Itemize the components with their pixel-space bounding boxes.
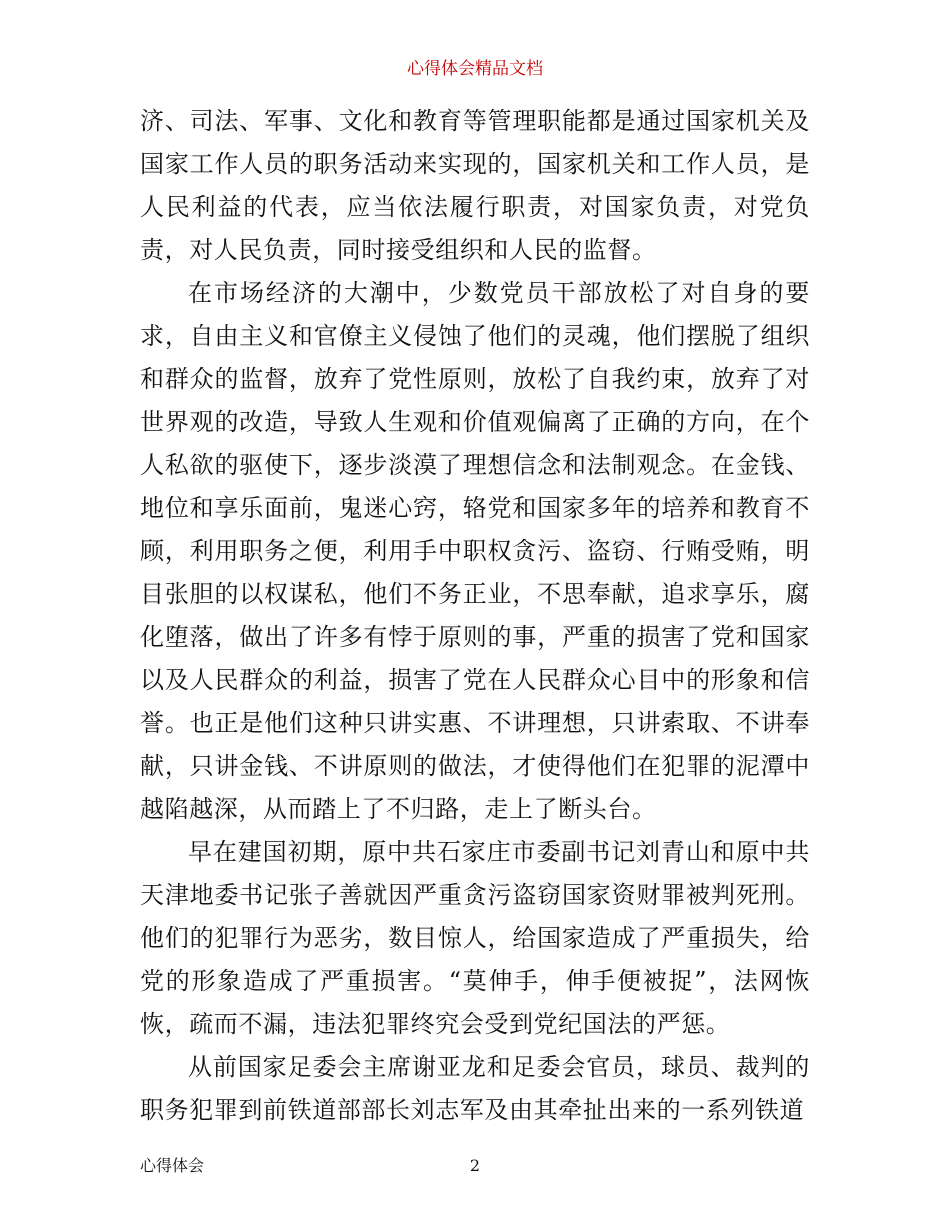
page-number: 2 <box>469 1156 481 1175</box>
paragraph-2: 在市场经济的大潮中，少数党员干部放松了对自身的要求，自由主义和官僚主义侵蚀了他们的灵魂，他们摆脱了组织和群众的监督，放弃了党性原则，放松了自我约束，放弃了对世界观的改造，导致人生观和价值观偏离了正确的方向，在个人私欲的驱使下，逐步淡漠了理想信念和法制观念。在金钱、地位和享乐面前，鬼迷心窍，辂党和国家多年的培养和教育不顾，利用职务之便，利用手中职权贪污、盗窃、行贿受贿，明目张胆的以权谋私，他们不务正业，不思奉献，追求享乐，腐化堕落，做出了许多有悖于原则的事，严重的损害了党和国家以及人民群众的利益，损害了党在人民群众心目中的形象和信誉。也正是他们这种只讲实惠、不讲理想，只讲索取、不讲奉献，只讲金钱、不讲原则的做法，才使得他们在犯罪的泥潭中越陷越深，从而踏上了不归路，走上了断头台。 <box>140 279 810 823</box>
body-text <box>140 100 810 1132</box>
footer-label: 心得体会 <box>140 1156 205 1175</box>
header-title: 心得体会精品文档 <box>407 59 543 79</box>
paragraph-3: 早在建国初期，原中共石家庄市委副书记刘青山和原中共天津地委书记张子善就因严重贪污盗窃国家资财罪被判死刑。他们的犯罪行为恶劣，数目惊人，给国家造成了严重损失，给党的形象造成了严重损害。“莫伸手，伸手便被捉”，法网恢恢，疏而不漏，违法犯罪终究会受到党纪国法的严惩。 <box>140 838 810 1038</box>
paragraph-4: 从前国家足委会主席谢亚龙和足委会官员，球员、裁判的职务犯罪到前铁道部部长刘志军及由其牵扯出来的一系列铁道 <box>140 1053 810 1124</box>
paragraph-1: 济、司法、军事、文化和教育等管理职能都是通过国家机关及国家工作人员的职务活动来实现的，国家机关和工作人员，是人民利益的代表，应当依法履行职责，对国家负责，对党负责，对人民负责，同时接受组织和人民的监督。 <box>140 107 810 264</box>
